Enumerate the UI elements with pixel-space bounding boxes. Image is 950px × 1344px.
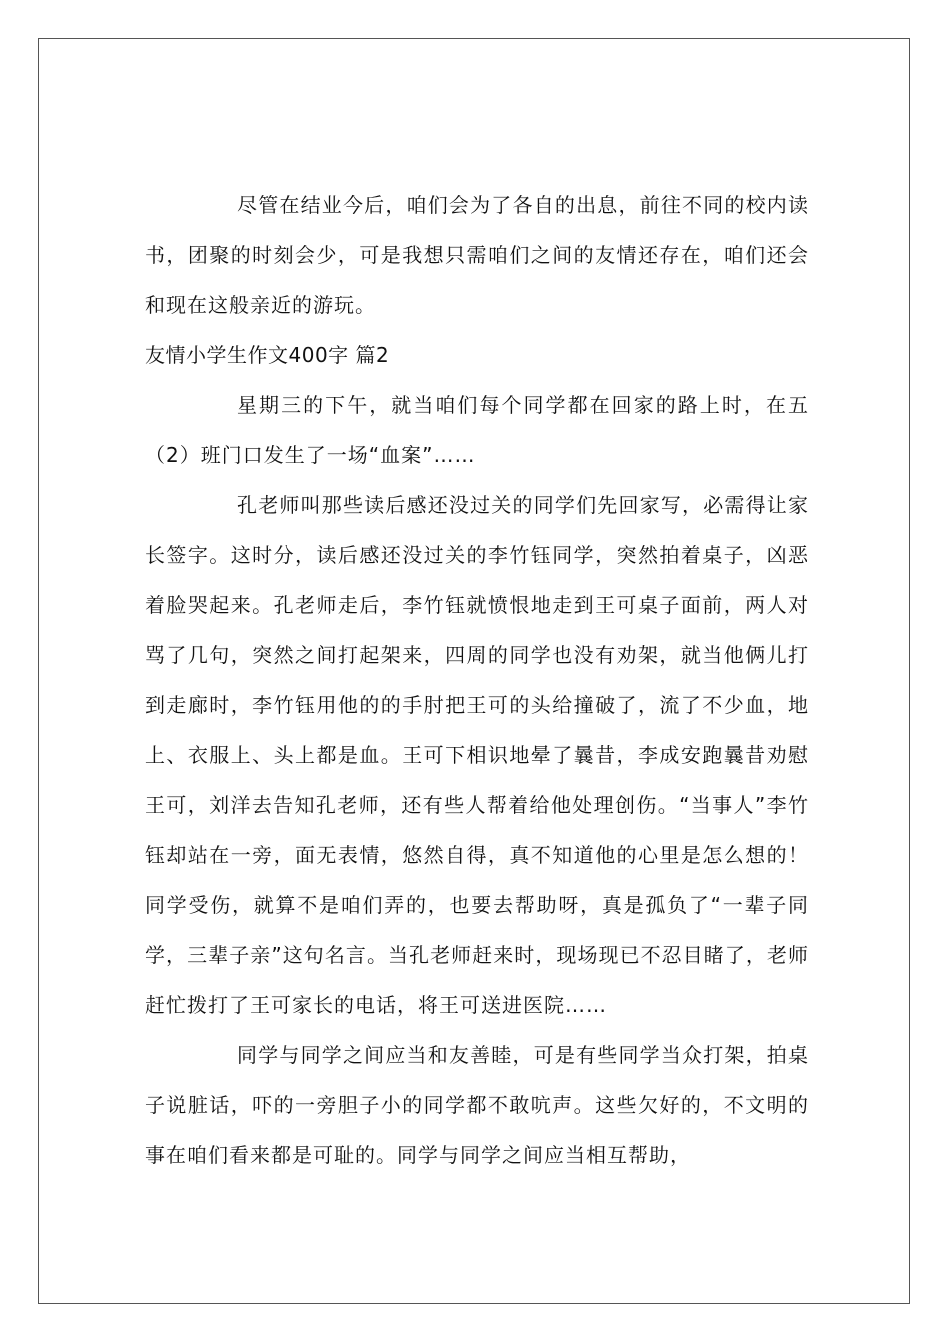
paragraph-3: 孔老师叫那些读后感还没过关的同学们先回家写，必需得让家长签字。这时分，读后感还没过关的李竹钰同学，突然拍着桌子，凶恶着脸哭起来。孔老师走后，李竹钰就愤恨地走到王可桌子面前，两人对骂了几句，突然之间打起架来，四周的同学也没有劝架，就当他俩儿打到走廊时，李竹钰用他的的手肘把王可的头给撞破了，流了不少血，地上、衣服上、头上都是血。王可下相识地晕了曩昔，李成安跑曩昔劝慰王可，刘洋去告知孔老师，还有些人帮着给他处理创伤。“当事人”李竹钰却站在一旁，面无表情，悠然自得，真不知道他的心里是怎么想的！同学受伤，就算不是咱们弄的，也要去帮助呀，真是孤负了“一辈子同学，三辈子亲”这句名言。当孔老师赶来时，现场现已不忍目睹了，老师赶忙拨打了王可家长的电话，将王可送进医院…… [145,493,809,1017]
section-heading: 友情小学生作文400字 篇2 [145,343,390,367]
paragraph-1: 尽管在结业今后，咱们会为了各自的出息，前往不同的校内读书，团聚的时刻会少，可是我想只需咱们之间的友情还存在，咱们还会和现在这般亲近的游玩。 [145,193,809,317]
paragraph-2: 星期三的下午，就当咱们每个同学都在回家的路上时，在五（2）班门口发生了一场“血案”…… [145,393,809,467]
document-body [145,180,809,1180]
paragraph-4: 同学与同学之间应当和友善睦，可是有些同学当众打架，拍桌子说脏话，吓的一旁胆子小的同学都不敢吭声。这些欠好的，不文明的事在咱们看来都是可耻的。同学与同学之间应当相互帮助， [145,1043,809,1167]
